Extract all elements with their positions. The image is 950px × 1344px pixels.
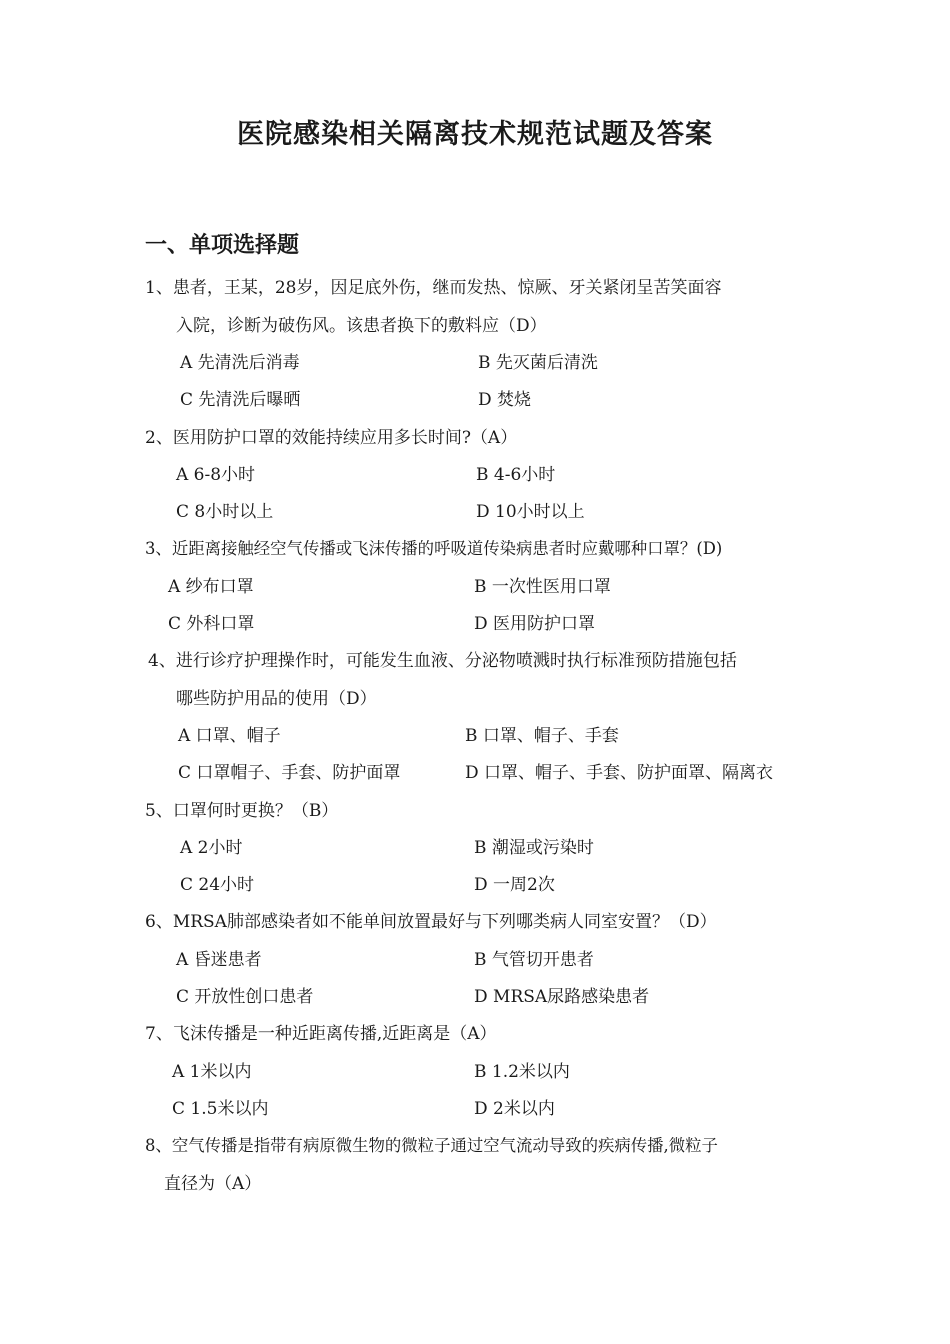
question-8-stem: 8、空气传播是指带有病原微生物的微粒子通过空气流动导致的疾病传播,微粒子 <box>145 1136 718 1155</box>
question-2-option-d: D 10小时以上 <box>476 502 585 522</box>
question-4-option-d: D 口罩、帽子、手套、防护面罩、隔离衣 <box>465 763 774 783</box>
question-1-option-d: D 焚烧 <box>478 390 532 410</box>
question-3-stem: 3、近距离接触经空气传播或飞沫传播的呼吸道传染病患者时应戴哪种口罩？(D) <box>145 539 723 558</box>
question-4-option-a: A 口罩、帽子 <box>178 726 281 746</box>
question-4-stem-cont: 哪些防护用品的使用（D） <box>176 689 377 709</box>
question-3-option-c: C 外科口罩 <box>168 614 255 634</box>
question-6-option-c: C 开放性创口患者 <box>176 987 314 1007</box>
question-7-option-d: D 2米以内 <box>474 1099 555 1119</box>
question-6-option-d: D MRSA尿路感染患者 <box>474 987 650 1007</box>
question-4-option-c: C 口罩帽子、手套、防护面罩 <box>178 763 401 783</box>
question-7-option-c: C 1.5米以内 <box>172 1099 269 1119</box>
question-1-stem: 1、患者，王某，28岁，因足底外伤，继而发热、惊厥、牙关紧闭呈苦笑面容 <box>145 278 722 298</box>
question-5-option-d: D 一周2次 <box>474 875 555 895</box>
question-3-option-b: B 一次性医用口罩 <box>474 577 611 597</box>
question-2-option-a: A 6-8小时 <box>176 465 256 485</box>
question-6-stem: 6、MRSA肺部感染者如不能单间放置最好与下列哪类病人同室安置？（D） <box>145 912 717 932</box>
section-heading: 一、单项选择题 <box>145 233 300 258</box>
question-2-option-b: B 4-6小时 <box>476 465 556 485</box>
question-3-option-d: D 医用防护口罩 <box>474 614 596 634</box>
question-5-option-b: B 潮湿或污染时 <box>474 838 594 858</box>
question-1-stem-cont: 入院，诊断为破伤风。该患者换下的敷料应（D） <box>176 316 547 336</box>
question-2-option-c: C 8小时以上 <box>176 502 274 522</box>
question-8-stem-cont: 直径为（A） <box>164 1174 262 1194</box>
question-5-stem: 5、口罩何时更换？（B） <box>145 801 339 821</box>
question-2-stem: 2、医用防护口罩的效能持续应用多长时间?（A） <box>145 428 518 448</box>
question-1-option-a: A 先清洗后消毒 <box>180 353 300 373</box>
question-1-option-c: C 先清洗后曝晒 <box>180 390 301 410</box>
question-6-option-b: B 气管切开患者 <box>474 950 594 970</box>
question-7-stem: 7、飞沫传播是一种近距离传播,近距离是（A） <box>145 1024 497 1044</box>
question-3-option-a: A 纱布口罩 <box>168 577 254 597</box>
question-4-option-b: B 口罩、帽子、手套 <box>465 726 619 746</box>
question-6-option-a: A 昏迷患者 <box>176 950 262 970</box>
question-5-option-c: C 24小时 <box>180 875 255 895</box>
document-title: 医院感染相关隔离技术规范试题及答案 <box>237 119 713 150</box>
question-7-option-a: A 1米以内 <box>172 1062 252 1082</box>
question-4-stem: 4、进行诊疗护理操作时，可能发生血液、分泌物喷溅时执行标准预防措施包括 <box>148 651 737 671</box>
question-1-option-b: B 先灭菌后清洗 <box>478 353 598 373</box>
question-5-option-a: A 2小时 <box>180 838 243 858</box>
question-7-option-b: B 1.2米以内 <box>474 1062 570 1082</box>
